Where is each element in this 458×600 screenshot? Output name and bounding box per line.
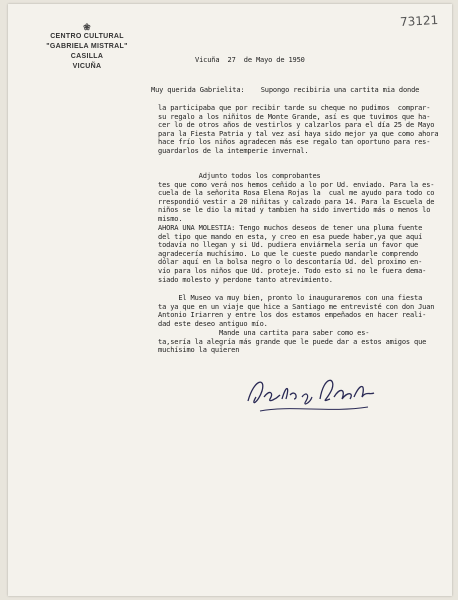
emblem-icon: ❀ bbox=[83, 22, 91, 32]
handwritten-signature bbox=[240, 369, 390, 419]
letter-salutation: Muy querida Gabrielita: Supongo recibiria una cartita mia donde bbox=[151, 86, 420, 94]
letterhead bbox=[32, 22, 142, 72]
letterhead-line-4: VICUÑA bbox=[72, 63, 102, 70]
signature-drawing bbox=[240, 369, 390, 419]
letterhead-line-3: CASILLA bbox=[70, 53, 104, 60]
letter-paragraph-3: AHORA UNA MOLESTIA: Tengo muchos deseos de tener una pluma fuente del tipo que mando en esta, y creo en esa puede haber,ya que aquí todavía no llegan y si Ud. pudiera enviármela sería un favor que agradecería muchísimo. Lo que le cueste puedo mandarle comprendo dólar aquí en la bolsa negro o lo descontaría Ud. del proximo en- vío para los niños que Ud. proteje. Todo esto si no le fuera dema- siado molesto y perdone tanto atrevimiento. bbox=[158, 224, 427, 284]
letterhead-line-2: "GABRIELA MISTRAL" bbox=[46, 43, 128, 50]
letter-paragraph-4: El Museo va muy bien, pronto lo inauguraremos con una fiesta ta ya que en un viaje que hice a Santiago me entrevisté con don Juan Antonio Iriarren y entre los dos estamos empeñados en hacer reali- dad este deseo antiguo mío. bbox=[158, 294, 435, 328]
letter-date: Vicuña 27 de Mayo de 1950 bbox=[195, 56, 305, 64]
letter-paragraph-5: Mande una cartita para saber como es- ta,sería la alegría más grande que le puede dar a estos amigos que muchísimo la quieren bbox=[158, 329, 427, 355]
letter-page bbox=[8, 4, 452, 596]
archive-reference-number: 73121 bbox=[399, 13, 439, 29]
letterhead-line-1: CENTRO CULTURAL bbox=[50, 33, 124, 40]
letter-paragraph-2: Adjunto todos los comprobantes tes que como verá nos hemos ceñido a lo por Ud. enviado. Para la es- cuela de la señorita Rosa Elena Rojas la cual me ayudo para todo co rrespondió vestir a 20 niñitas y calzado para 14. Para la Escuela de niños se le dio la mitad y tambien ha sido invertido más o menos lo mismo. bbox=[158, 172, 435, 223]
letter-paragraph-1: la participaba que por recibir tarde su cheque no pudimos comprar- su regalo a los niñitos de Monte Grande, así es que tuvimos que ha- cer lo de otros años de vestirlos y calzarlos para el día 25 de Mayo para la Fiesta Patria y tal vez así haya sido mejor ya que como ahora hace frío los niños agradecen más ese regalo tan oportuno para res- guardarlos de la intemperie invernal. bbox=[158, 104, 439, 155]
